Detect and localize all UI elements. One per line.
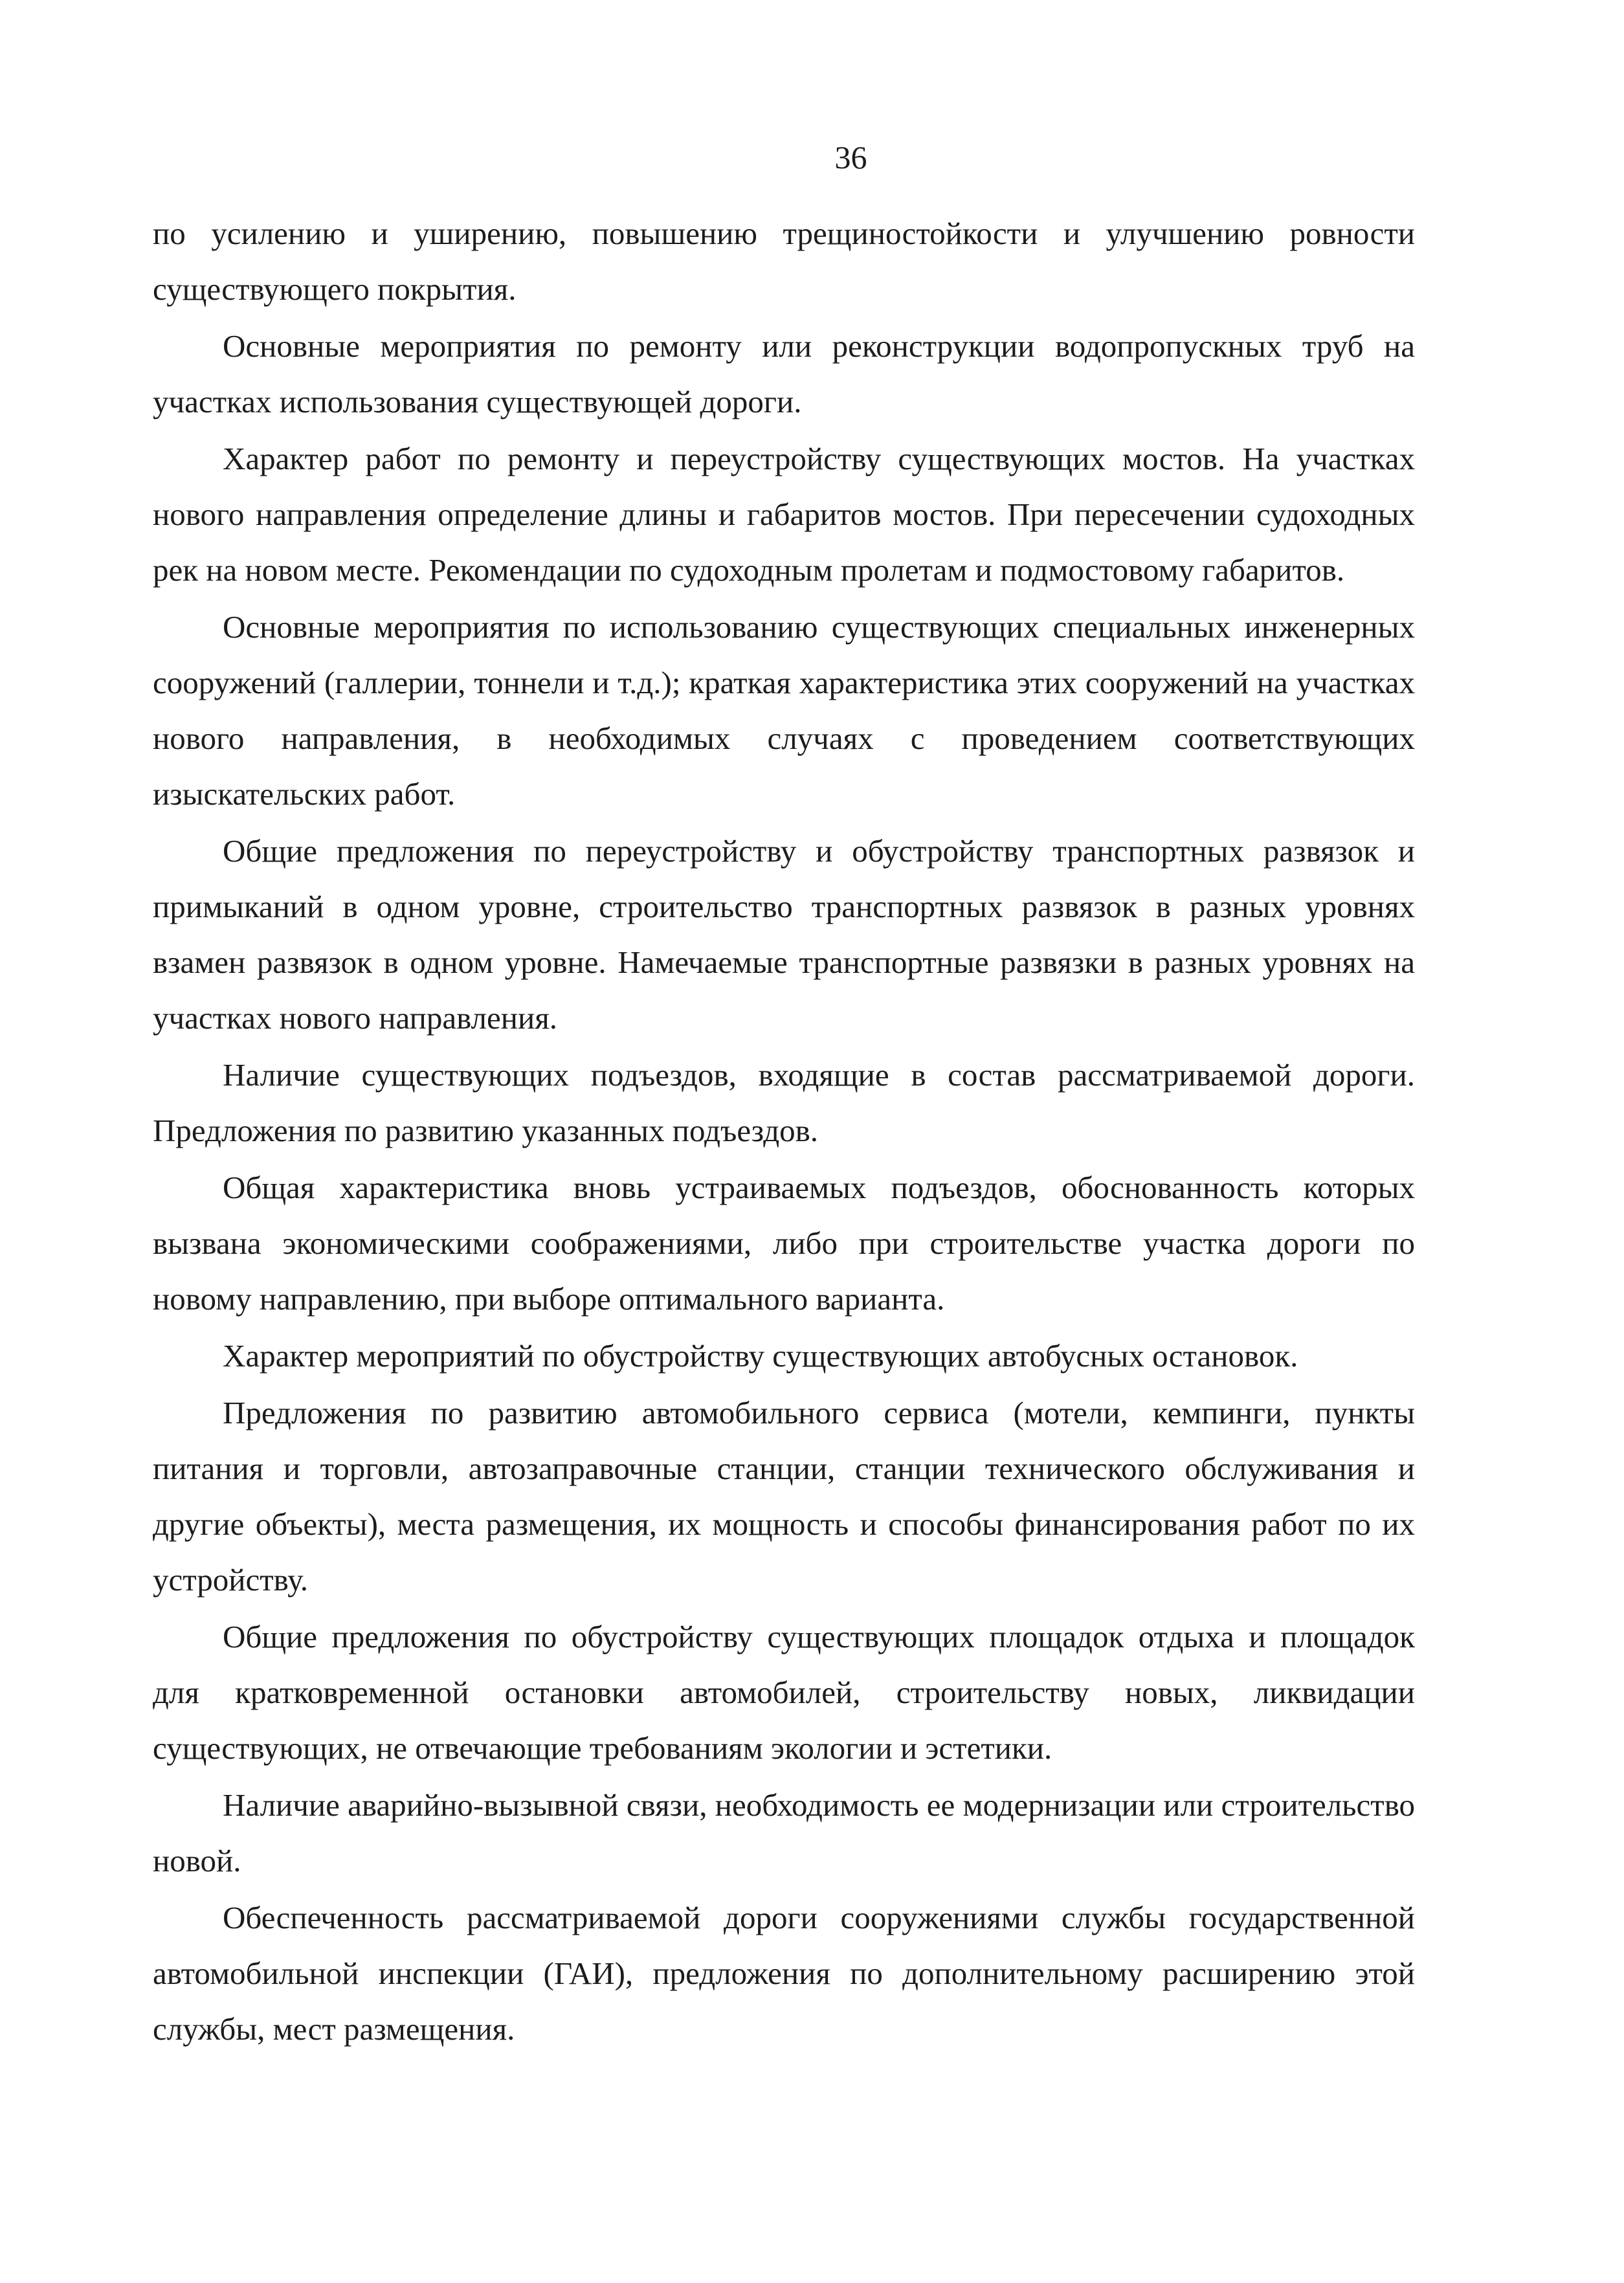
paragraph-culverts: Основные мероприятия по ремонту или реконструкции водопропускных труб на участках использования существующей дороги.: [153, 328, 1415, 419]
paragraph-interchanges: Общие предложения по переустройству и обустройству транспортных развязок и примыканий в одном уровне, строительство транспортных развязок в разных уровнях взамен развязок в одном уровне. Намечаемые транспортные развязки в разных уровнях на участках нового направления.: [153, 833, 1415, 1036]
paragraph-emergency-communication: Наличие аварийно-вызывной связи, необходимость ее модернизации или строительство новой.: [153, 1787, 1415, 1878]
paragraph-traffic-police: Обеспеченность рассматриваемой дороги сооружениями службы государственной автомобильной инспекции (ГАИ), предложения по дополнительному расширению этой службы, мест размещения.: [153, 1900, 1415, 2047]
paragraph-special-structures: Основные мероприятия по использованию существующих специальных инженерных сооружений (галлерии, тоннели и т.д.); краткая характеристика этих сооружений на участках нового направления, в необходимых случаях с проведением соответствующих изыскательских работ.: [153, 609, 1415, 812]
paragraph-bridges: Характер работ по ремонту и переустройству существующих мостов. На участках нового направления определение длины и габаритов мостов. При пересечении судоходных рек на новом месте. Рекомендации по судоходным пролетам и подмостовому габаритов.: [153, 441, 1415, 588]
paragraph-bus-stops: Характер мероприятий по обустройству существующих автобусных остановок.: [223, 1338, 1298, 1374]
paragraph-road-service: Предложения по развитию автомобильного сервиса (мотели, кемпинги, пункты питания и торговли, автозаправочные станции, станции технического обслуживания и другие объекты), места размещения, их мощность и способы финансирования работ по их устройству.: [153, 1395, 1415, 1598]
document-body: [153, 206, 1415, 2057]
page-number: 36: [834, 139, 867, 175]
paragraph-new-approaches: Общая характеристика вновь устраиваемых подъездов, обоснованность которых вызвана экономическими соображениями, либо при строительстве участка дороги по новому направлению, при выборе оптимального варианта.: [153, 1170, 1415, 1317]
paragraph-existing-approaches: Наличие существующих подъездов, входящие в состав рассматриваемой дороги. Предложения по развитию указанных подъездов.: [153, 1057, 1415, 1148]
paragraph-rest-areas: Общие предложения по обустройству существующих площадок отдыха и площадок для кратковременной остановки автомобилей, строительству новых, ликвидации существующих, не отвечающие требованиям экологии и эстетики.: [153, 1619, 1415, 1766]
paragraph-continuation: по усилению и уширению, повышению трещиностойкости и улучшению ровности существующего покрытия.: [153, 216, 1415, 307]
